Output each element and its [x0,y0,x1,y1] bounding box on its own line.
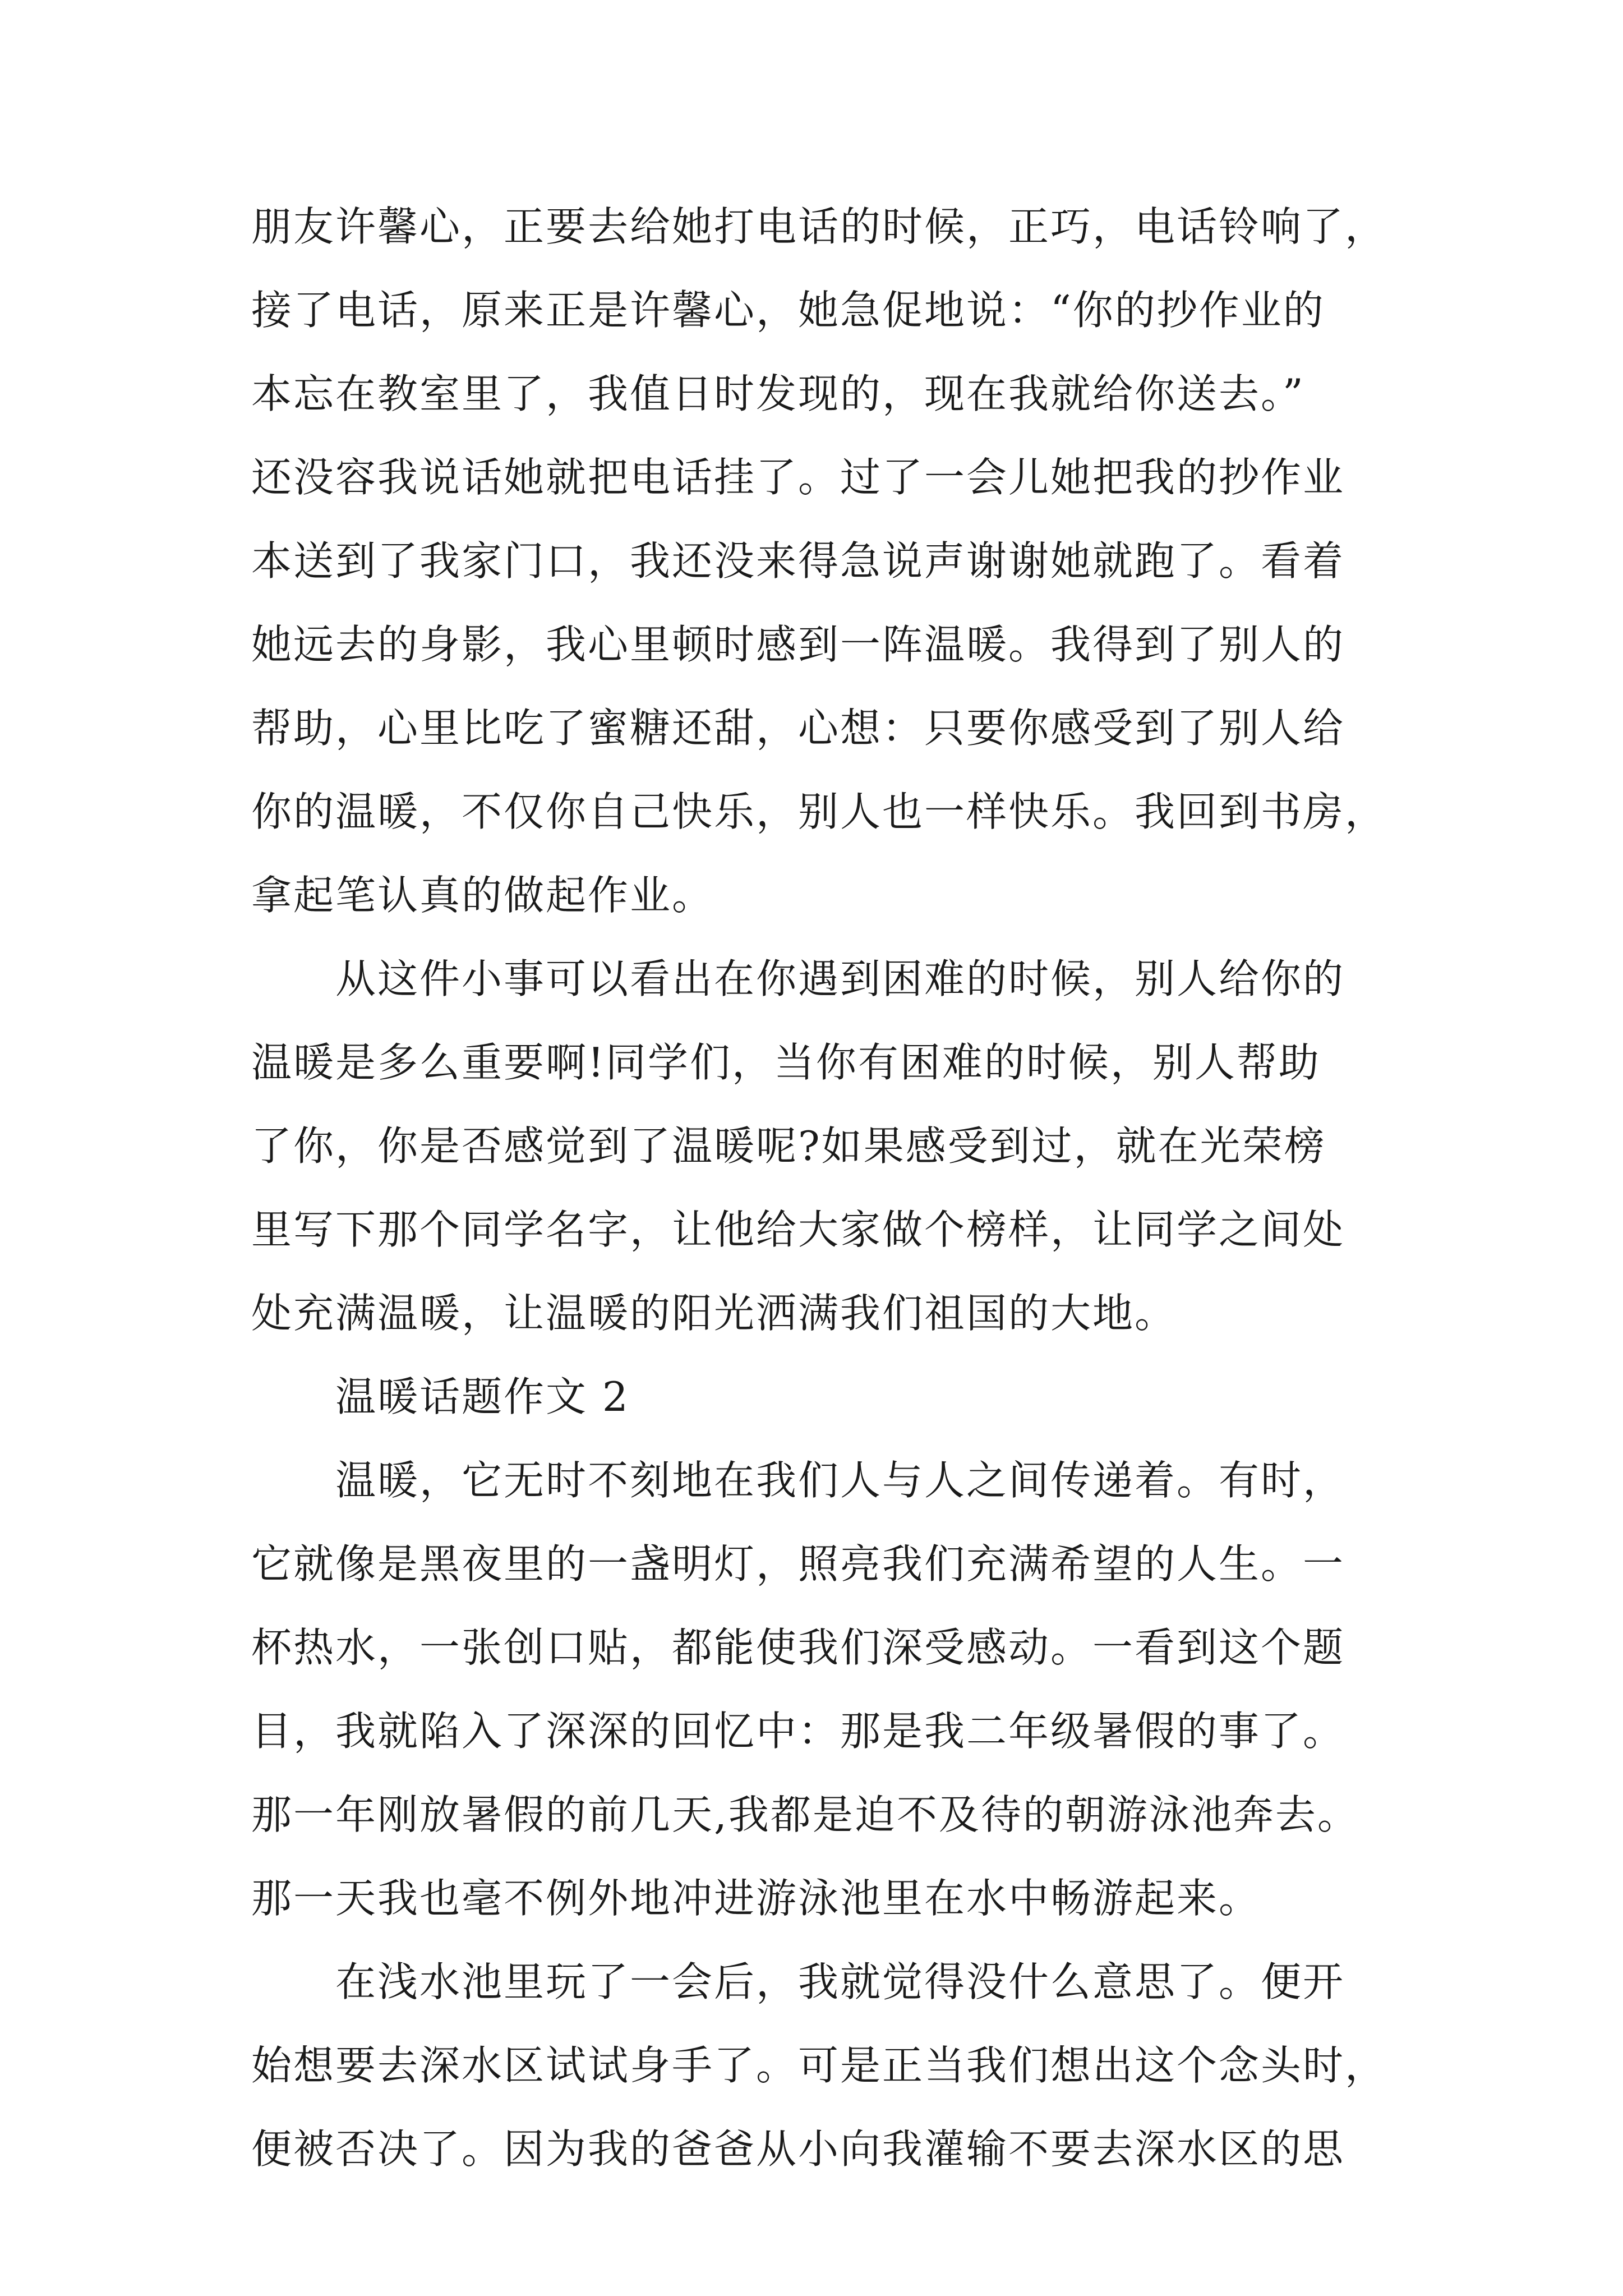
text-line: 帮助，心里比吃了蜜糖还甜，心想：只要你感受到了别人给 [251,705,1345,752]
text-line: 在浅水池里玩了一会后，我就觉得没什么意思了。便开 [335,1958,1345,2005]
text-line: 了你，你是否感觉到了温暖呢?如果感受到过，就在光荣榜 [251,1122,1326,1170]
paragraph-essay-2-intro [251,1439,1390,1940]
text-line: 你的温暖，不仅你自己快乐，别人也一样快乐。我回到书房， [251,788,1387,835]
essay-2-heading [251,1355,1390,1439]
paragraph-essay-2-body [251,1940,1390,2191]
text-line: 便被否决了。因为我的爸爸从小向我灌输不要去深水区的思 [251,2125,1345,2173]
text-line: 还没容我说话她就把电话挂了。过了一会儿她把我的抄作业 [251,454,1345,501]
paragraph-continued-story [251,185,1390,937]
text-line: 那一年刚放暑假的前几天,我都是迫不及待的朝游泳池奔去。 [251,1791,1359,1838]
text-line: 始想要去深水区试试身手了。可是正当我们想出这个念头时， [251,2042,1387,2089]
paragraph-conclusion [251,937,1390,1355]
text-line: 朋友许馨心，正要去给她打电话的时候，正巧，电话铃响了， [251,203,1387,250]
text-line: 从这件小事可以看出在你遇到困难的时候，别人给你的 [335,955,1345,1002]
text-line: 接了电话，原来正是许馨心，她急促地说：“你的抄作业的 [251,287,1325,334]
text-line: 里写下那个同学名字，让他给大家做个榜样，让同学之间处 [251,1206,1345,1253]
text-line: 杯热水，一张创口贴，都能使我们深受感动。一看到这个题 [251,1624,1345,1671]
text-line: 本忘在教室里了，我值日时发现的，现在我就给你送去。” [251,370,1305,417]
text-line: 它就像是黑夜里的一盏明灯，照亮我们充满希望的人生。一 [251,1540,1345,1588]
text-line: 那一天我也毫不例外地冲进游泳池里在水中畅游起来。 [251,1875,1261,1922]
text-line: 拿起笔认真的做起作业。 [251,872,714,919]
text-line: 温暖是多么重要啊!同学们，当你有困难的时候，别人帮助 [251,1039,1321,1086]
text-line: 她远去的身影，我心里顿时感到一阵温暖。我得到了别人的 [251,621,1345,668]
text-line: 本送到了我家门口，我还没来得急说声谢谢她就跑了。看着 [251,537,1345,585]
text-line: 温暖，它无时不刻地在我们人与人之间传递着。有时， [335,1457,1345,1504]
document-page [251,185,1390,2191]
text-line: 目，我就陷入了深深的回忆中：那是我二年级暑假的事了。 [251,1708,1345,1755]
text-line: 处充满温暖，让温暖的阳光洒满我们祖国的大地。 [251,1290,1177,1337]
section-title: 温暖话题作文 2 [335,1373,630,1420]
